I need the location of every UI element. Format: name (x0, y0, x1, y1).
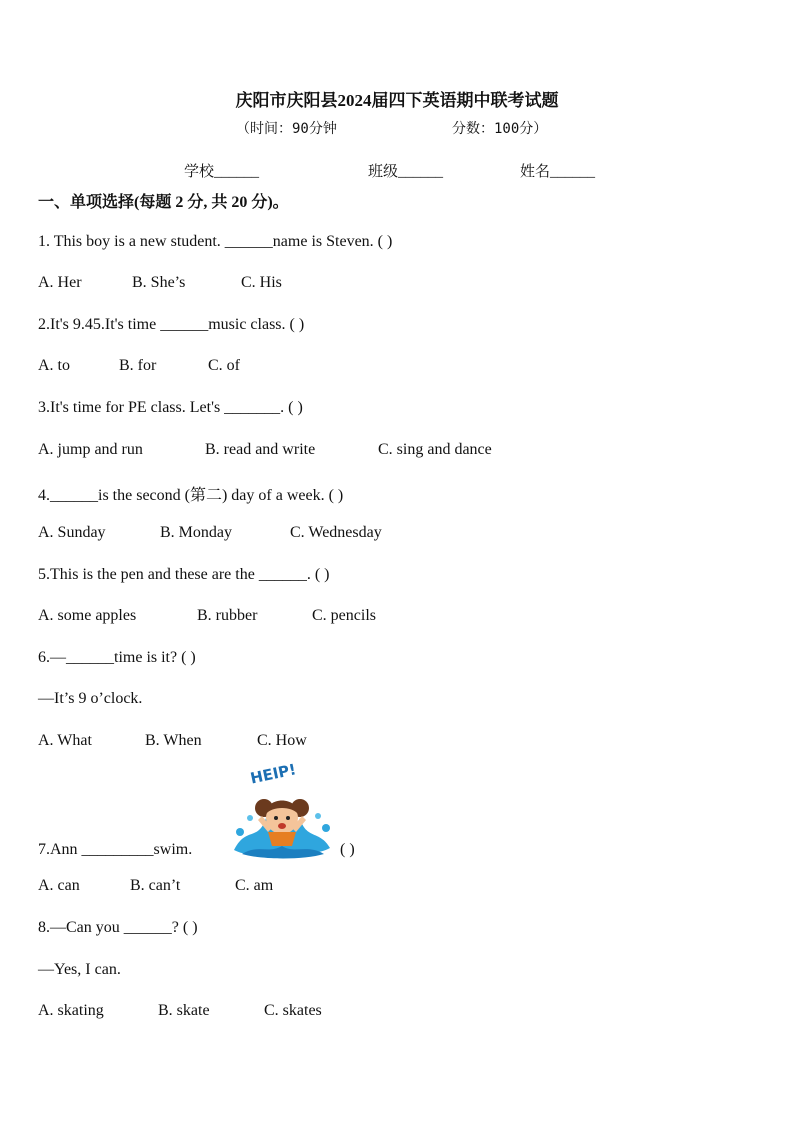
option-c: C. pencils (312, 607, 376, 624)
option-b: B. for (119, 357, 157, 374)
question-stem: 6.—______time is it? ( ) (38, 649, 196, 666)
section-heading: 一、单项选择(每题 2 分, 共 20 分)。 (38, 194, 289, 211)
option-c: C. Wednesday (290, 524, 382, 541)
question-options (38, 357, 240, 375)
option-a: A. What (38, 732, 92, 749)
question-stem: 4.______is the second (第二) day of a week. ( ) (38, 487, 344, 504)
page-title: 庆阳市庆阳县2024届四下英语期中联考试题 (235, 91, 559, 110)
question-stem: 3.It's time for PE class. Let's _______. ( ) (38, 399, 303, 416)
option-a: A. some apples (38, 607, 137, 624)
exam-score: 分数：100分） (452, 121, 548, 137)
question-stem: 7.Ann _________swim. (38, 841, 193, 858)
question-stem: 5.This is the pen and these are the ______. ( ) (38, 566, 330, 583)
option-c: C. am (235, 877, 274, 894)
school-field: 学校______ (184, 164, 260, 180)
question-options (38, 1002, 322, 1020)
option-b: B. rubber (197, 607, 258, 624)
question-stem: 2.It's 9.45.It's time ______music class. ( ) (38, 316, 305, 333)
option-b: B. read and write (205, 441, 316, 458)
question-options (38, 441, 492, 459)
option-b: B. skate (158, 1002, 210, 1019)
option-b: B. Monday (160, 524, 232, 541)
option-c: C. sing and dance (378, 441, 492, 458)
option-a: A. Her (38, 274, 82, 291)
option-c: C. of (208, 357, 240, 374)
option-c: C. skates (264, 1002, 322, 1019)
option-b: B. can’t (130, 877, 181, 894)
name-field: 姓名______ (520, 164, 596, 180)
question-options (38, 877, 273, 895)
class-field: 班级______ (368, 164, 444, 180)
question-stem: 1. This boy is a new student. ______name is Steven. ( ) (38, 233, 393, 250)
help-text: HEIP! (248, 760, 298, 788)
option-a: A. to (38, 357, 70, 374)
option-a: A. jump and run (38, 441, 143, 458)
option-c: C. His (241, 274, 282, 291)
option-b: B. She’s (132, 274, 186, 291)
exam-time: （时间：90分钟 (236, 121, 337, 137)
option-a: A. skating (38, 1002, 104, 1019)
answer-paren: ( ) (340, 841, 355, 858)
question-reply: —Yes, I can. (38, 961, 121, 978)
help-girl-illustration (228, 758, 336, 862)
option-a: A. can (38, 877, 80, 894)
question-reply: —It’s 9 o’clock. (38, 690, 143, 707)
question-options (38, 732, 307, 750)
option-a: A. Sunday (38, 524, 106, 541)
question-options (38, 524, 382, 542)
question-options (38, 274, 282, 292)
question-stem: 8.—Can you ______? ( ) (38, 919, 198, 936)
option-c: C. How (257, 732, 307, 749)
question-options (38, 607, 376, 625)
option-b: B. When (145, 732, 202, 749)
